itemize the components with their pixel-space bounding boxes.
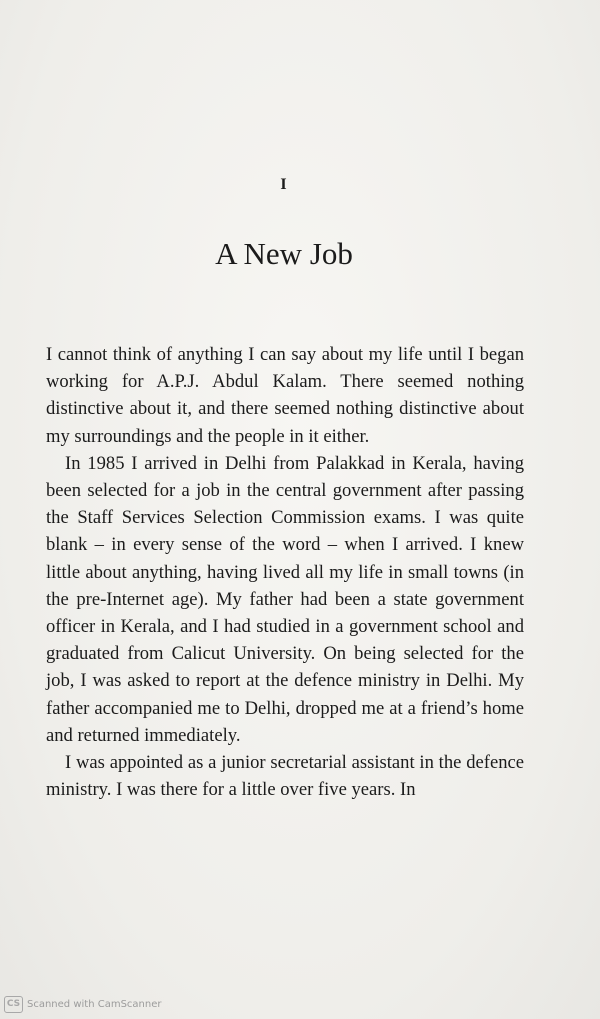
paragraph-3: I was appointed as a junior secretarial assistant in the defence ministry. I was there for a little over five years. In	[46, 752, 524, 801]
scanner-watermark	[4, 995, 162, 1013]
watermark-text: Scanned with CamScanner	[27, 998, 162, 1010]
chapter-number: I	[280, 176, 288, 193]
camscanner-logo-icon: CS	[4, 996, 23, 1013]
paragraph-1: I cannot think of anything I can say about my life until I began working for A.P.J. Abdul Kalam. There seemed nothing distinctive about it, and there seemed nothing distinctive about my surroundings and the people in it either.	[46, 344, 524, 447]
body-text	[46, 341, 524, 803]
chapter-title: A New Job	[215, 236, 353, 271]
paragraph-2: In 1985 I arrived in Delhi from Palakkad in Kerala, having been selected for a job in the central government after passing the Staff Services Selection Commission exams. I was quite blank – in every sense of the word – when I arrived. I knew little about anything, having lived all my life in small towns (in the pre-Internet age). My father had been a state government officer in Kerala, and I had studied in a government school and graduated from Calicut University. On being selected for the job, I was asked to report at the defence ministry in Delhi. My father accompanied me to Delhi, dropped me at a friend’s home and returned immediately.	[46, 452, 524, 746]
